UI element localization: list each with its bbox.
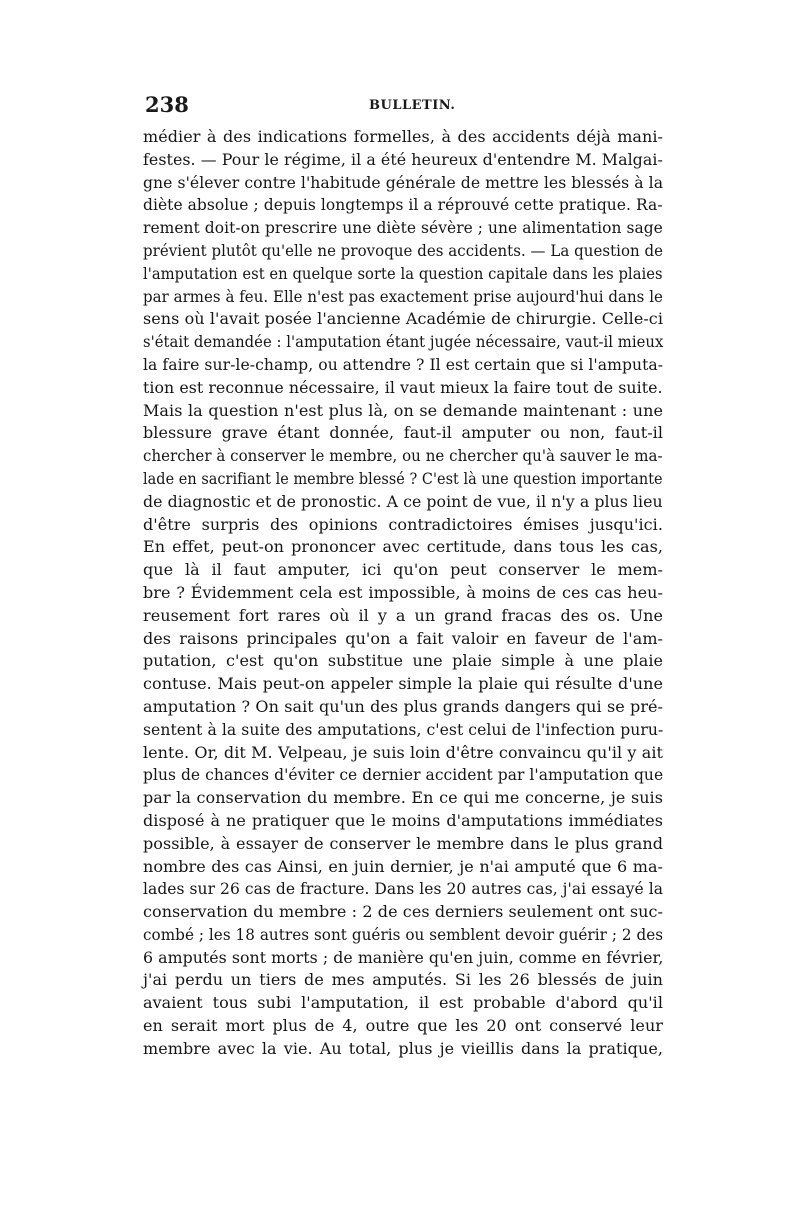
text-line: tion est reconnue nécessaire, il vaut mieux la faire tout de suite.: [143, 377, 663, 397]
text-line: par la conservation du membre. En ce qui me concerne, je suis: [143, 788, 663, 808]
text-line: plus de chances d'éviter ce dernier accident par l'amputation que: [143, 765, 664, 785]
text-line: l'amputation est en quelque sorte la question capitale dans les plaies: [143, 263, 663, 283]
text-line: combé ; les 18 autres sont guéris ou semblent devoir guérir ; 2 des: [143, 924, 664, 944]
text-line: chercher à conserver le membre, ou ne chercher qu'à sauver le ma-: [143, 446, 663, 466]
text-line: prévient plutôt qu'elle ne provoque des accidents. — La question de: [143, 240, 664, 260]
text-line: d'être surpris des opinions contradictoires émises jusqu'ici.: [143, 514, 663, 534]
text-line: en serait mort plus de 4, outre que les 20 ont conservé leur: [143, 1016, 663, 1036]
text-line: reusement fort rares où il y a un grand fracas des os. Une: [143, 605, 663, 625]
text-line: sens où l'avait posée l'ancienne Académie de chirurgie. Celle-ci: [143, 309, 663, 329]
running-head: BULLETIN.: [369, 98, 456, 113]
text-line: festes. — Pour le régime, il a été heureux d'entendre M. Malgai-: [143, 149, 663, 169]
text-line: En effet, peut-on prononcer avec certitude, dans tous les cas,: [143, 537, 663, 557]
text-line: conservation du membre : 2 de ces derniers seulement ont suc-: [143, 902, 663, 922]
text-line: lade en sacrifiant le membre blessé ? C'est là une question importante: [143, 468, 663, 488]
page-number: 238: [145, 92, 189, 117]
text-line: gne s'élever contre l'habitude générale de mettre les blessés à la: [143, 172, 664, 192]
text-line: contuse. Mais peut-on appeler simple la plaie qui résulte d'une: [143, 674, 663, 694]
text-line: Mais la question n'est plus là, on se demande maintenant : une: [143, 400, 663, 420]
text-line: j'ai perdu un tiers de mes amputés. Si les 26 blessés de juin: [143, 970, 663, 990]
text-line: avaient tous subi l'amputation, il est probable d'abord qu'il: [143, 993, 663, 1013]
text-line: amputation ? On sait qu'un des plus grands dangers qui se pré-: [143, 696, 663, 716]
text-line: rement doit-on prescrire une diète sévère ; une alimentation sage: [143, 218, 663, 238]
page-header: [145, 92, 660, 122]
text-line: sentent à la suite des amputations, c'est celui de l'infection puru-: [143, 719, 664, 739]
text-line: 6 amputés sont morts ; de manière qu'en juin, comme en février,: [143, 947, 664, 967]
text-line: de diagnostic et de pronostic. A ce point de vue, il n'y a plus lieu: [143, 491, 663, 511]
body-text: [143, 126, 663, 1061]
text-line: médier à des indications formelles, à des accidents déjà mani-: [143, 127, 663, 146]
text-line: des raisons principales qu'on a fait valoir en faveur de l'am-: [143, 628, 663, 648]
text-line: la faire sur-le-champ, ou attendre ? Il est certain que si l'amputa-: [143, 354, 664, 374]
text-line: diète absolue ; depuis longtemps il a réprouvé cette pratique. Ra-: [143, 195, 663, 215]
text-line: putation, c'est qu'on substitue une plaie simple à une plaie: [143, 651, 663, 671]
text-line: lente. Or, dit M. Velpeau, je suis loin d'être convaincu qu'il y ait: [143, 742, 663, 762]
text-line: nombre des cas Ainsi, en juin dernier, je n'ai amputé que 6 ma-: [143, 856, 663, 876]
text-line: s'était demandée : l'amputation étant jugée nécessaire, vaut-il mieux: [143, 332, 664, 352]
text-line: disposé à ne pratiquer que le moins d'amputations immédiates: [143, 810, 663, 830]
text-line: lades sur 26 cas de fracture. Dans les 20 autres cas, j'ai essayé la: [143, 879, 664, 899]
text-line: blessure grave étant donnée, faut-il amputer ou non, faut-il: [143, 423, 663, 443]
text-line: par armes à feu. Elle n'est pas exactement prise aujourd'hui dans le: [143, 286, 663, 306]
text-line: que là il faut amputer, ici qu'on peut conserver le mem-: [143, 560, 663, 580]
text-line: possible, à essayer de conserver le membre dans le plus grand: [143, 833, 663, 853]
text-line: membre avec la vie. Au total, plus je vieillis dans la pratique,: [143, 1038, 663, 1058]
text-line: bre ? Évidemment cela est impossible, à moins de ces cas heu-: [143, 582, 663, 602]
